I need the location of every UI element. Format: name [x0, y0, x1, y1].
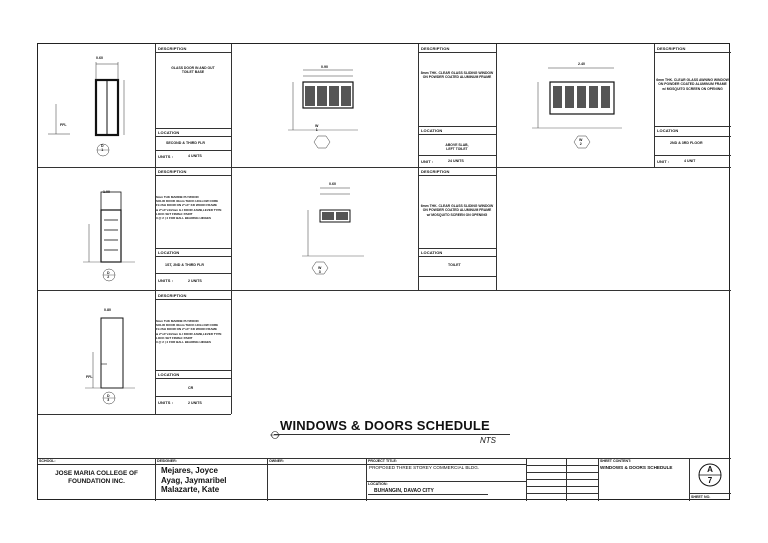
d3-units-label: UNITS :	[158, 400, 174, 405]
w2-tag: W 2	[579, 138, 583, 146]
tb-col	[598, 458, 599, 501]
tb-location-underline	[368, 494, 488, 495]
w1-location-label: LOCATION	[421, 128, 443, 133]
tb-sheet-label: SHEET CONTENT:	[600, 459, 632, 463]
cell-rule	[155, 299, 231, 300]
tb-school: JOSE MARIA COLLEGE OF FOUNDATION INC.	[55, 470, 138, 485]
cell-rule	[155, 52, 231, 53]
w2-location: 2ND & 3RD FLOOR	[670, 141, 703, 145]
w3-width-dim: 0.60	[329, 182, 336, 186]
tb-sheet-content: WINDOWS & DOORS SCHEDULE	[600, 465, 673, 470]
d1-tag: D 1	[101, 144, 104, 152]
window-w2-elevation	[518, 58, 648, 158]
w2-width-dim: 2.40	[578, 62, 585, 66]
w3-tag: W 3	[318, 266, 322, 274]
cell-rule	[654, 136, 731, 137]
cell-rule	[654, 126, 731, 127]
drawing-sheet	[37, 43, 730, 500]
window-w1-elevation	[278, 58, 388, 158]
cell-rule	[155, 273, 231, 274]
tb-designer-label: DESIGNER:	[157, 459, 177, 463]
cell-rule	[418, 256, 496, 257]
d2-location: 1ST, 2ND & THIRD FLR	[165, 263, 204, 267]
d2-units-label: UNITS :	[158, 278, 174, 283]
col-divider	[654, 44, 655, 167]
d1-width-dim: 0.60	[96, 56, 103, 60]
cell-rule	[418, 126, 496, 127]
tb-sheet-no-label: SHEET NO.	[691, 495, 711, 499]
d3-units: 2 UNITS	[188, 401, 202, 405]
d3-location-label: LOCATION	[158, 372, 180, 377]
d3-description-label: DESCRIPTION	[158, 293, 187, 298]
title-underline	[274, 434, 510, 435]
cell-rule	[155, 248, 231, 249]
cell-rule	[418, 134, 496, 135]
d2-units: 2 UNITS	[188, 279, 202, 283]
w3-location-label: LOCATION	[421, 250, 443, 255]
d2-description-label: DESCRIPTION	[158, 169, 187, 174]
d1-units-label: UNITS :	[158, 154, 174, 159]
cell-rule	[155, 370, 231, 371]
cell-rule	[155, 175, 231, 176]
d1-units: 4 UNITS	[188, 154, 202, 158]
tb-project: PROPOSED THREE STOREY COMMERCIAL BLDG.	[369, 465, 480, 470]
tb-rule	[526, 486, 598, 487]
d1-description: GLASS DOOR IN AND OUT TOILET BASE	[171, 66, 215, 75]
cell-rule	[654, 52, 731, 53]
row-divider	[496, 167, 731, 168]
ffl-label: FFL	[60, 123, 67, 127]
w1-unit-label: UNIT :	[421, 159, 434, 164]
tb-rule	[526, 472, 598, 473]
cell-rule	[155, 256, 231, 257]
col-divider	[155, 44, 156, 414]
d3-description: 6mm THK MARINE PLYWOOD SOLID DOOR 40mm THICK HOLLOW CORE FLUSH DOOR ON 2"x4" KD WOOD FRAME & 2"x4"x1/2mm G.I DOOR JAMB,LEVER TYPE LOCK SET FINISH: PAINT 3 @ 2 | 4 FOR BALL BEARING HINGES	[156, 319, 222, 345]
cell-rule	[418, 276, 496, 277]
d1-description-label: DESCRIPTION	[158, 46, 187, 51]
d1-location-label: LOCATION	[158, 130, 180, 135]
w3-description-label: DESCRIPTION	[421, 169, 450, 174]
tb-location: BUHANGIN, DAVAO CITY	[374, 488, 434, 494]
w2-units: 4 UNIT	[684, 159, 696, 163]
w1-width-dim: 0.90	[321, 65, 328, 69]
tb-rule	[526, 465, 598, 466]
cell-rule	[418, 155, 496, 156]
door-d1-elevation	[48, 52, 148, 162]
tb-rule	[526, 493, 598, 494]
tb-rule	[366, 481, 526, 482]
d2-description: 6mm THK MARINE PLYWOOD SOLID DOOR 40mm THICK HOLLOW CORE FLUSH DOOR ON 2"x4" KD WOOD FRAME & 2"x4"x1/2mm G.I DOOR JAMB,LEVER TYPE LOCK SET FINISH: PAINT 3 @ 2 | 4 FOR BALL BEARING HINGES	[156, 195, 222, 221]
schedule-title: WINDOWS & DOORS SCHEDULE	[280, 418, 490, 433]
row-divider	[38, 290, 731, 291]
d3-width-dim: 0.80	[104, 308, 111, 312]
cell-rule	[155, 378, 231, 379]
col-divider	[418, 44, 419, 290]
d2-tag: D 2	[107, 271, 110, 279]
col-divider	[231, 44, 232, 414]
d2-width-dim: 1.00	[103, 190, 110, 194]
window-w3-elevation	[288, 180, 378, 285]
ffl-label: FFL	[86, 375, 93, 379]
tb-location-label: LOCATION:	[368, 482, 388, 486]
tb-rule	[689, 493, 731, 494]
w1-location: ABOVE SLAB, LEFT TOILET	[445, 143, 469, 152]
cell-rule	[155, 128, 231, 129]
w1-units: 24 UNITS	[448, 159, 464, 163]
tb-sheet-number: A 7	[707, 465, 713, 485]
w1-description: 8mm THK. CLEAR GLASS SLIDING WINDOW ON POWDER COATED ALUMINUM FRAME	[420, 71, 494, 80]
w1-description-label: DESCRIPTION	[421, 46, 450, 51]
d3-tag: D 3	[107, 394, 110, 402]
cell-rule	[418, 52, 496, 53]
row-divider	[38, 414, 231, 415]
tb-designers: Mejares, Joyce Ayag, Jaymaribel Malazarte, Kate	[161, 466, 227, 494]
tb-school-label: SCHOOL:	[39, 459, 56, 463]
cell-rule	[654, 155, 731, 156]
w2-location-label: LOCATION	[657, 128, 679, 133]
w1-tag: W 1	[315, 124, 319, 132]
row-divider	[38, 167, 496, 168]
d1-location: SECOND & THIRD FLR	[166, 141, 205, 145]
tb-owner-label: OWNER:	[269, 459, 284, 463]
col-divider	[496, 44, 497, 290]
w2-description-label: DESCRIPTION	[657, 46, 686, 51]
tb-col	[689, 458, 690, 501]
cell-rule	[418, 248, 496, 249]
d3-location: CR	[188, 386, 194, 390]
w3-description: 6mm THK. CLEAR GLASS SLIDING WINDOW ON POWDER COATED ALUMINUM FRAME w/ MOSQUITO SCREEN ON OPENING	[420, 204, 494, 217]
cell-rule	[418, 175, 496, 176]
w2-description: 6mm THK. CLEAR GLASS AWNING WINDOW ON POWDER COATED ALUMINUM FRAME w/ MOSQUITO SCREEN ON OPENING	[656, 78, 729, 91]
cell-rule	[155, 396, 231, 397]
d2-location-label: LOCATION	[158, 250, 180, 255]
w3-location: TOILET	[448, 263, 461, 267]
tb-rule	[526, 479, 598, 480]
cell-rule	[155, 150, 231, 151]
w2-unit-label: UNIT :	[657, 159, 670, 164]
tb-project-label: PROJECT TITLE:	[368, 459, 398, 463]
cell-rule	[155, 136, 231, 137]
scale-nts: NTS	[480, 436, 496, 445]
